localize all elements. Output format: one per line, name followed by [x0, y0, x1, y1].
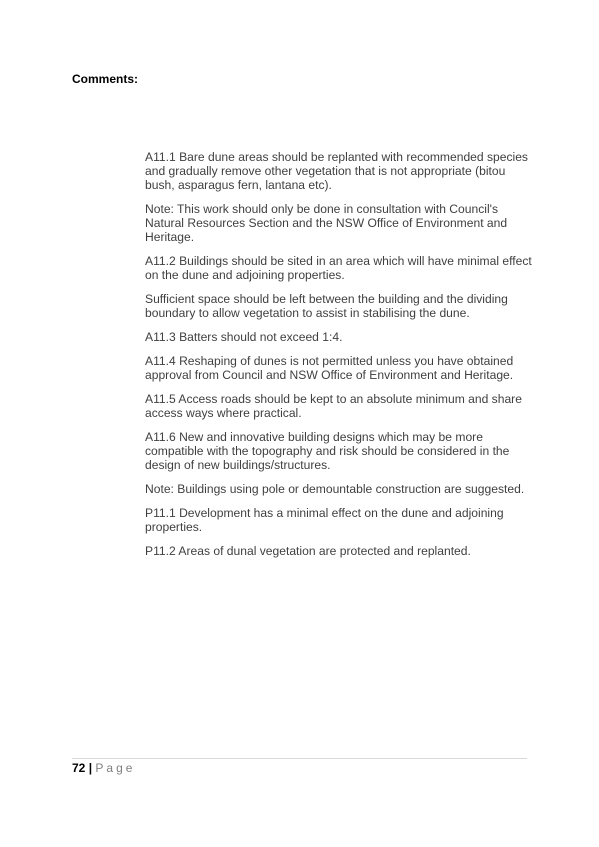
paragraph-note-buildings: Note: Buildings using pole or demountable construction are suggested.	[145, 482, 525, 496]
paragraph-note-consultation: Note: This work should only be done in consultation with Council's Natural Resources Section and the NSW Office of Environment and Heritage.	[145, 202, 508, 244]
paragraph-a11-6: A11.6 New and innovative building designs which may be more compatible with the topography and risk should be considered in the design of new buildings/structures.	[145, 430, 510, 472]
comments-body	[145, 150, 535, 568]
paragraph-a11-3: A11.3 Batters should not exceed 1:4.	[145, 330, 343, 344]
paragraph-p11-2: P11.2 Areas of dunal vegetation are protected and replanted.	[145, 544, 471, 558]
paragraph-sufficient-space: Sufficient space should be left between the building and the dividing boundary to allow vegetation to assist in stabilising the dune.	[145, 292, 508, 320]
paragraph-a11-2: A11.2 Buildings should be sited in an area which will have minimal effect on the dune and adjoining properties.	[145, 254, 532, 282]
comments-heading: Comments:	[72, 72, 139, 86]
paragraph-a11-5: A11.5 Access roads should be kept to an absolute minimum and share access ways where practical.	[145, 392, 522, 420]
page-footer	[72, 758, 527, 775]
footer-separator: |	[88, 761, 93, 775]
page-number: 72	[72, 761, 86, 775]
paragraph-a11-4: A11.4 Reshaping of dunes is not permitted unless you have obtained approval from Council and NSW Office of Environment and Heritage.	[145, 354, 514, 382]
paragraph-p11-1: P11.1 Development has a minimal effect on the dune and adjoining properties.	[145, 506, 504, 534]
paragraph-a11-1: A11.1 Bare dune areas should be replanted with recommended species and gradually remove other vegetation that is not appropriate (bitou bush, asparagus fern, lantana etc).	[145, 150, 528, 192]
page-label: Page	[95, 761, 136, 775]
